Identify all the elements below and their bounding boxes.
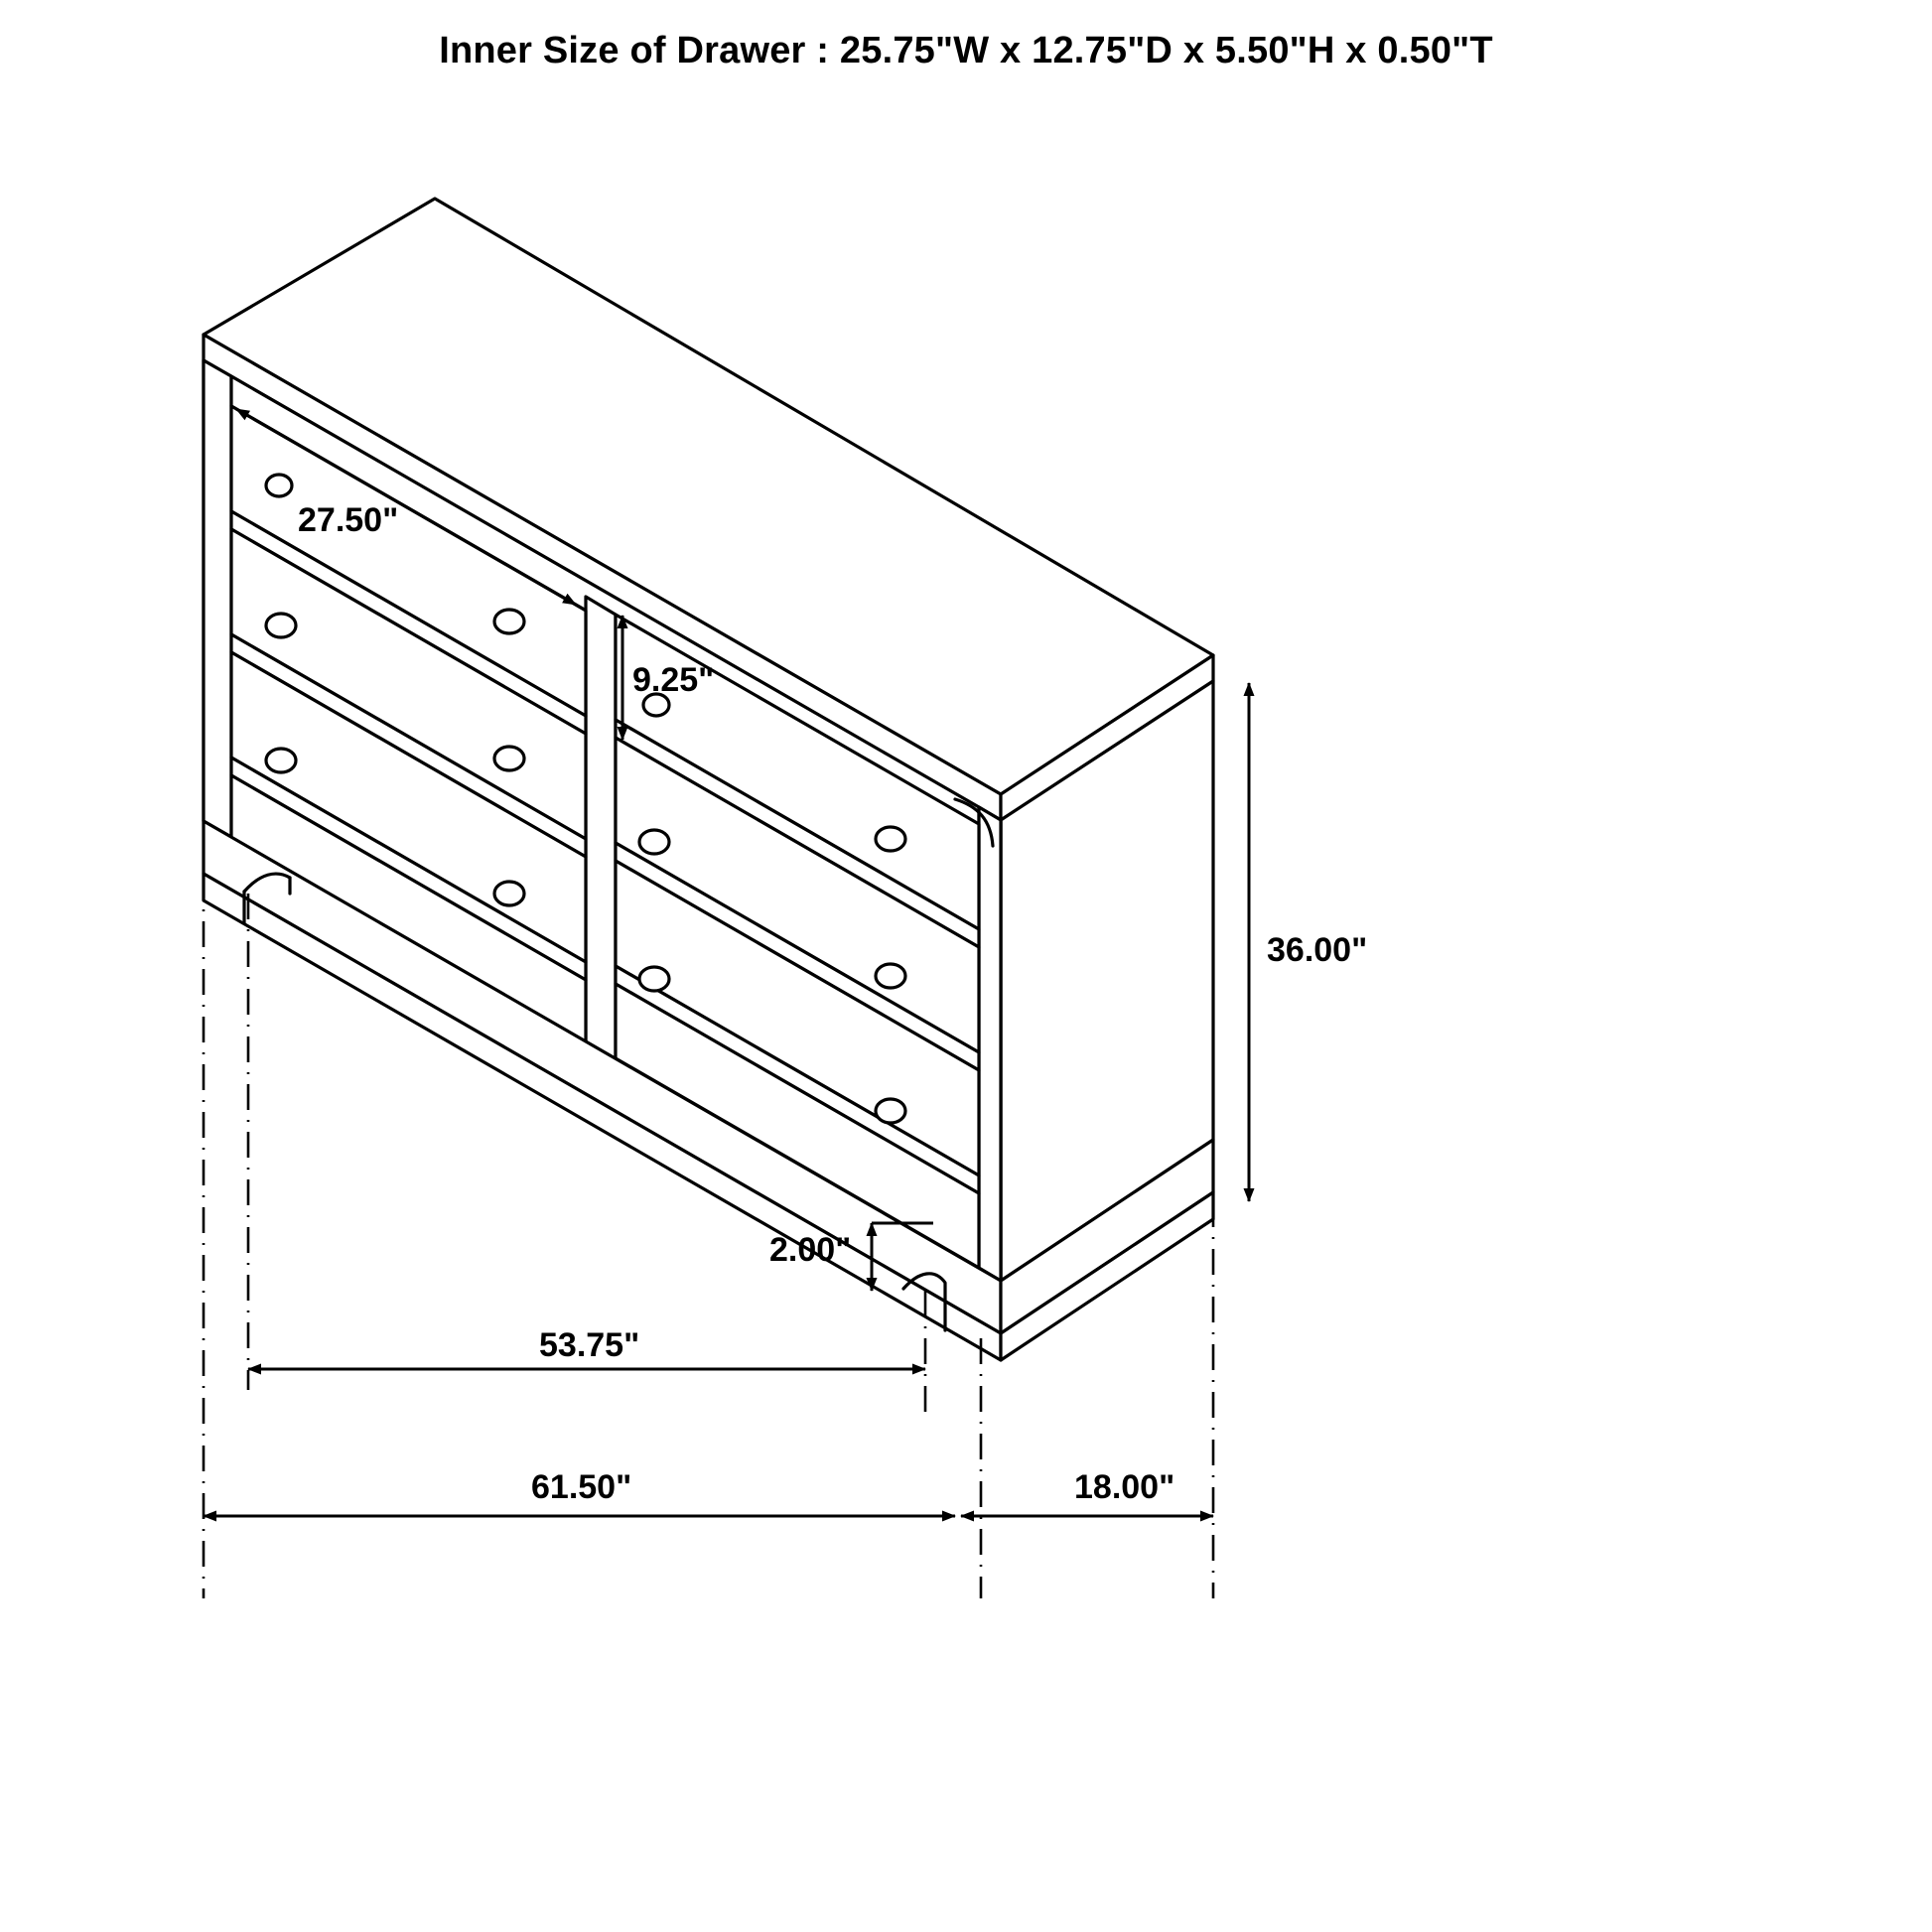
knob-l3-right [494,747,524,770]
knob-r3-right [876,964,905,988]
dim-label-drawer-height: 9.25" [632,661,715,699]
knob-l4-right [494,882,524,905]
center-divider [586,597,616,1075]
dim-label-base-clearance: 2.00" [769,1231,852,1269]
right-stile [979,807,1001,1281]
dim-label-overall-width: 61.50" [531,1468,632,1506]
page-title: Inner Size of Drawer : 25.75"W x 12.75"D x 5.50"H x 0.50"T [439,30,1493,71]
dim-label-front-span: 53.75" [539,1326,640,1364]
dim-label-drawer-width: 27.50" [298,501,399,539]
left-stile [204,360,231,837]
dim-label-overall-depth: 18.00" [1074,1468,1175,1506]
dim-label-overall-height: 36.00" [1267,931,1368,969]
knob-r3-left [639,967,669,991]
knob-r4-right [876,1099,905,1123]
knob-l1-left [266,475,292,496]
knob-l2-left [266,614,296,637]
knob-r2-left [639,830,669,854]
knob-r2-right [876,827,905,851]
dresser-body [204,199,1213,1360]
knob-l2-right [494,610,524,633]
knob-l3-left [266,749,296,772]
